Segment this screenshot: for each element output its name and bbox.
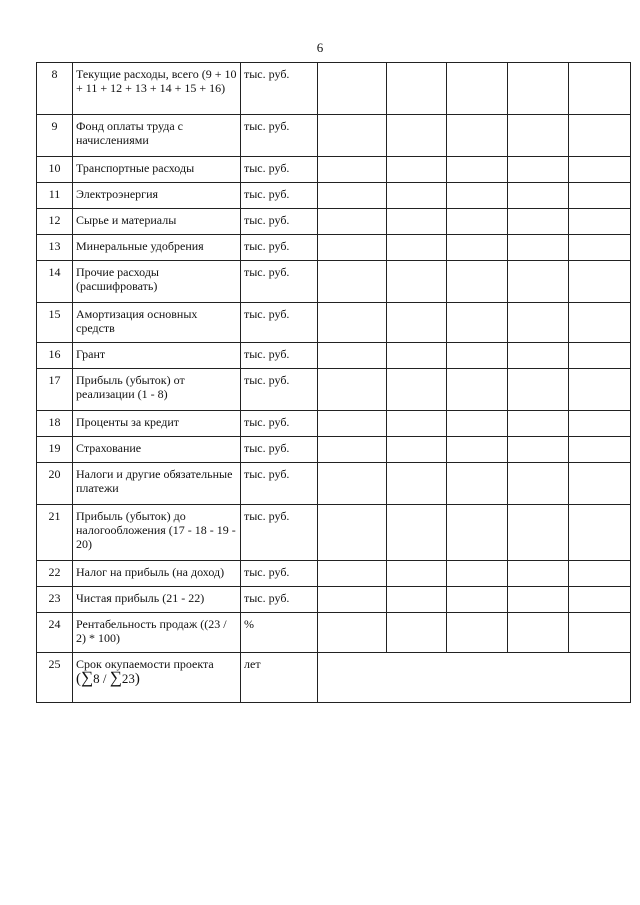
row-unit: тыс. руб.	[241, 369, 318, 411]
value-cell[interactable]	[569, 411, 631, 437]
row-name: Транспортные расходы	[73, 157, 241, 183]
row-name: Чистая прибыль (21 - 22)	[73, 587, 241, 613]
row-unit: тыс. руб.	[241, 587, 318, 613]
value-cell[interactable]	[508, 505, 569, 561]
row-name: Минеральные удобрения	[73, 235, 241, 261]
row-number: 12	[37, 209, 73, 235]
table-row	[37, 411, 631, 437]
table-row	[37, 63, 631, 115]
value-cell[interactable]	[569, 157, 631, 183]
value-cell[interactable]	[447, 343, 508, 369]
value-cell[interactable]	[508, 157, 569, 183]
row-number: 9	[37, 115, 73, 157]
row-number: 14	[37, 261, 73, 303]
row-unit: %	[241, 613, 318, 653]
value-cell[interactable]	[447, 115, 508, 157]
value-cell[interactable]	[387, 463, 447, 505]
value-cell[interactable]	[569, 505, 631, 561]
row-unit: тыс. руб.	[241, 463, 318, 505]
table-row	[37, 587, 631, 613]
value-cell[interactable]	[569, 115, 631, 157]
value-cell[interactable]	[508, 587, 569, 613]
table-row	[37, 261, 631, 303]
row-name: Амортизация основных средств	[73, 303, 241, 343]
value-cell[interactable]	[447, 411, 508, 437]
row-number: 13	[37, 235, 73, 261]
value-cell[interactable]	[318, 369, 387, 411]
value-cell[interactable]	[318, 63, 387, 115]
value-cell[interactable]	[447, 303, 508, 343]
value-cell[interactable]	[387, 209, 447, 235]
value-cell[interactable]	[318, 183, 387, 209]
row-name: Прибыль (убыток) до налогообложения (17 - 18 - 19 - 20)	[73, 505, 241, 561]
row-name: Проценты за кредит	[73, 411, 241, 437]
value-cell[interactable]	[387, 369, 447, 411]
row-number: 20	[37, 463, 73, 505]
value-cell[interactable]	[569, 587, 631, 613]
row-name	[73, 653, 241, 703]
value-cell[interactable]	[387, 157, 447, 183]
row-name: Страхование	[73, 437, 241, 463]
row-unit: тыс. руб.	[241, 115, 318, 157]
payback-formula	[76, 668, 140, 687]
row-number: 23	[37, 587, 73, 613]
value-cell[interactable]	[387, 411, 447, 437]
value-cell[interactable]	[508, 235, 569, 261]
value-cell[interactable]	[387, 235, 447, 261]
row-name: Прочие расходы (расшифровать)	[73, 261, 241, 303]
value-cell[interactable]	[508, 613, 569, 653]
value-cell[interactable]	[447, 183, 508, 209]
value-cell[interactable]	[447, 235, 508, 261]
row-name: Текущие расходы, всего (9 + 10 + 11 + 12 + 13 + 14 + 15 + 16)	[73, 63, 241, 115]
row-unit: тыс. руб.	[241, 261, 318, 303]
row-name: Прибыль (убыток) от реализации (1 - 8)	[73, 369, 241, 411]
value-cell[interactable]	[508, 209, 569, 235]
value-cell[interactable]	[387, 261, 447, 303]
row-name-text: Срок окупаемости проекта	[76, 657, 214, 671]
value-cell[interactable]	[318, 303, 387, 343]
value-cell[interactable]	[318, 343, 387, 369]
table-row	[37, 463, 631, 505]
value-cell[interactable]	[318, 209, 387, 235]
value-cell[interactable]	[508, 63, 569, 115]
row-number: 22	[37, 561, 73, 587]
row-number: 21	[37, 505, 73, 561]
row-number: 16	[37, 343, 73, 369]
value-cell[interactable]	[387, 183, 447, 209]
value-cell[interactable]	[318, 463, 387, 505]
row-unit: тыс. руб.	[241, 235, 318, 261]
row-unit: тыс. руб.	[241, 561, 318, 587]
row-number: 11	[37, 183, 73, 209]
row-name: Грант	[73, 343, 241, 369]
row-unit: тыс. руб.	[241, 303, 318, 343]
table-row	[37, 209, 631, 235]
row-unit: тыс. руб.	[241, 209, 318, 235]
value-cell[interactable]	[447, 63, 508, 115]
value-cell[interactable]	[569, 561, 631, 587]
row-name: Рентабельность продаж ((23 / 2) * 100)	[73, 613, 241, 653]
value-cell-merged[interactable]	[318, 653, 631, 703]
row-name: Налог на прибыль (на доход)	[73, 561, 241, 587]
formula-term-a: 8	[93, 671, 100, 686]
row-unit: тыс. руб.	[241, 411, 318, 437]
value-cell[interactable]	[569, 613, 631, 653]
value-cell[interactable]	[387, 505, 447, 561]
value-cell[interactable]	[447, 157, 508, 183]
value-cell[interactable]	[447, 209, 508, 235]
value-cell[interactable]	[318, 437, 387, 463]
value-cell[interactable]	[318, 613, 387, 653]
value-cell[interactable]	[447, 261, 508, 303]
row-name: Сырье и материалы	[73, 209, 241, 235]
value-cell[interactable]	[508, 369, 569, 411]
table-row	[37, 505, 631, 561]
value-cell[interactable]	[318, 157, 387, 183]
row-name: Электроэнергия	[73, 183, 241, 209]
row-unit: тыс. руб.	[241, 157, 318, 183]
value-cell[interactable]	[447, 561, 508, 587]
value-cell[interactable]	[387, 303, 447, 343]
value-cell[interactable]	[447, 369, 508, 411]
value-cell[interactable]	[569, 209, 631, 235]
value-cell[interactable]	[387, 343, 447, 369]
value-cell[interactable]	[508, 343, 569, 369]
value-cell[interactable]	[318, 411, 387, 437]
value-cell[interactable]	[387, 437, 447, 463]
page-number: 6	[316, 40, 324, 55]
row-number: 10	[37, 157, 73, 183]
value-cell[interactable]	[387, 115, 447, 157]
value-cell[interactable]	[569, 463, 631, 505]
value-cell[interactable]	[387, 561, 447, 587]
row-unit: тыс. руб.	[241, 505, 318, 561]
row-unit: тыс. руб.	[241, 183, 318, 209]
formula-term-b: 23	[121, 671, 135, 686]
value-cell[interactable]	[318, 235, 387, 261]
value-cell[interactable]	[569, 437, 631, 463]
row-number: 17	[37, 369, 73, 411]
table-row	[37, 157, 631, 183]
row-number: 8	[37, 63, 73, 115]
table-row	[37, 183, 631, 209]
value-cell[interactable]	[447, 437, 508, 463]
value-cell[interactable]	[569, 183, 631, 209]
table-row	[37, 115, 631, 157]
table-row	[37, 303, 631, 343]
row-unit: тыс. руб.	[241, 343, 318, 369]
value-cell[interactable]	[447, 587, 508, 613]
value-cell[interactable]	[569, 343, 631, 369]
row-number: 18	[37, 411, 73, 437]
table-row	[37, 613, 631, 653]
value-cell[interactable]	[387, 613, 447, 653]
value-cell[interactable]	[387, 587, 447, 613]
row-number: 15	[37, 303, 73, 343]
row-unit: тыс. руб.	[241, 437, 318, 463]
value-cell[interactable]	[508, 115, 569, 157]
table-row	[37, 437, 631, 463]
value-cell[interactable]	[447, 463, 508, 505]
row-name: Фонд оплаты труда с начислениями	[73, 115, 241, 157]
value-cell[interactable]	[318, 505, 387, 561]
value-cell[interactable]	[569, 235, 631, 261]
row-unit: лет	[241, 653, 318, 703]
value-cell[interactable]	[508, 183, 569, 209]
table-row	[37, 561, 631, 587]
value-cell[interactable]	[508, 261, 569, 303]
row-number: 25	[37, 653, 73, 703]
value-cell[interactable]	[318, 587, 387, 613]
value-cell[interactable]	[447, 505, 508, 561]
formula-divide: /	[99, 671, 110, 686]
value-cell[interactable]	[508, 411, 569, 437]
value-cell[interactable]	[318, 261, 387, 303]
value-cell[interactable]	[508, 561, 569, 587]
sigma-icon: ∑	[109, 668, 122, 687]
value-cell[interactable]	[318, 561, 387, 587]
value-cell[interactable]	[508, 463, 569, 505]
value-cell[interactable]	[447, 613, 508, 653]
indicators-table	[36, 62, 631, 703]
value-cell[interactable]	[569, 261, 631, 303]
value-cell[interactable]	[569, 303, 631, 343]
row-number: 24	[37, 613, 73, 653]
table-row	[37, 653, 631, 703]
value-cell[interactable]	[508, 437, 569, 463]
value-cell[interactable]	[569, 369, 631, 411]
value-cell[interactable]	[569, 63, 631, 115]
row-number: 19	[37, 437, 73, 463]
formula-close-paren: )	[134, 671, 140, 687]
value-cell[interactable]	[387, 63, 447, 115]
table-row	[37, 343, 631, 369]
row-name: Налоги и другие обязательные платежи	[73, 463, 241, 505]
row-unit: тыс. руб.	[241, 63, 318, 115]
table-row	[37, 235, 631, 261]
sigma-icon: ∑	[81, 668, 94, 687]
value-cell[interactable]	[508, 303, 569, 343]
formula-open-paren: (	[76, 671, 81, 687]
table-row	[37, 369, 631, 411]
value-cell[interactable]	[318, 115, 387, 157]
